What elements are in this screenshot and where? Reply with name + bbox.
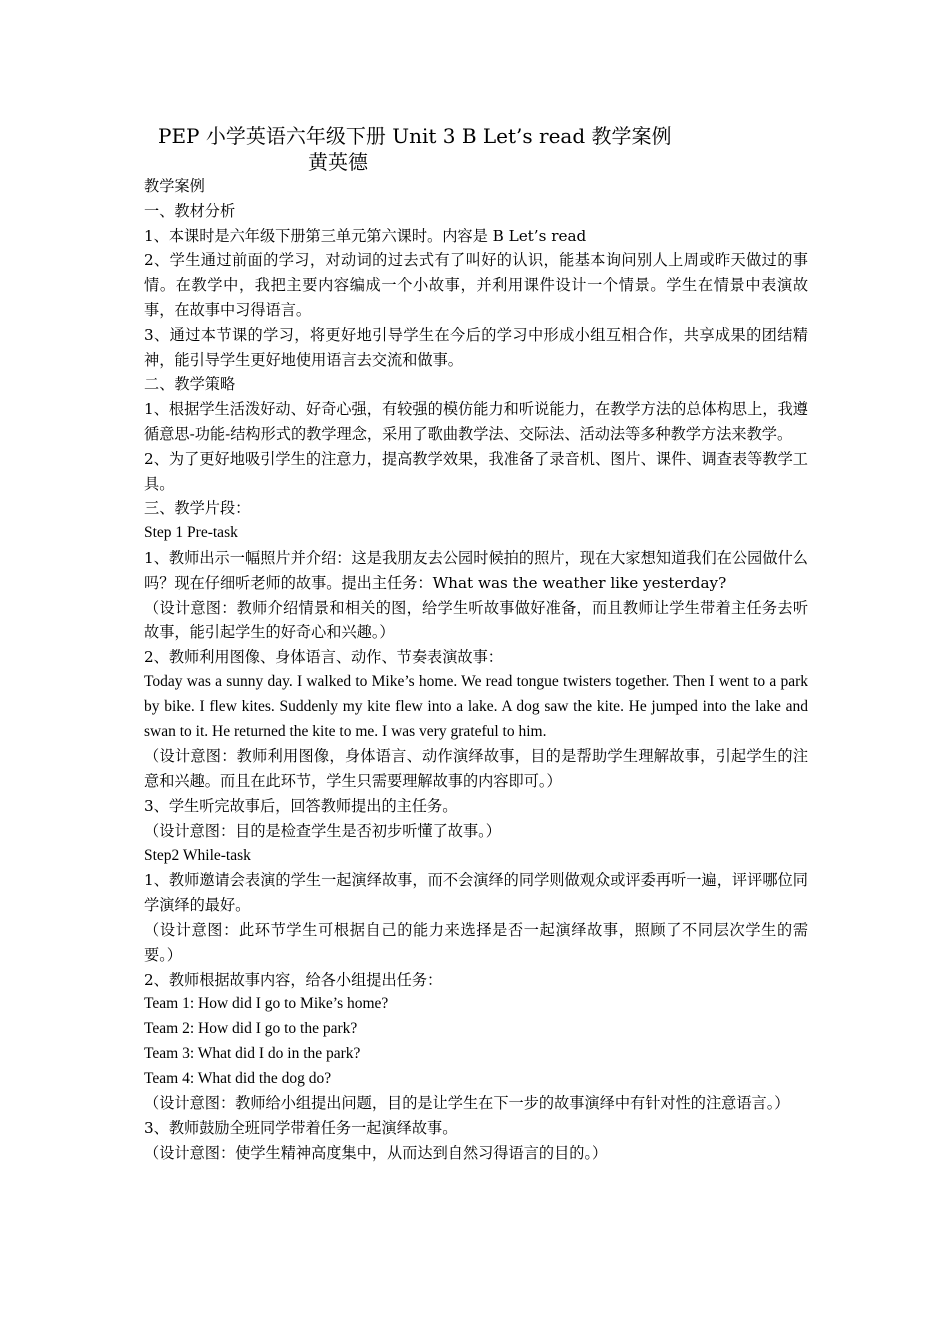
team-task: Team 4: What did the dog do?: [144, 1069, 332, 1087]
paragraph: 1、根据学生活泼好动、好奇心强，有较强的模仿能力和听说能力，在教学方法的总体构思上，我遵循意思-功能-结构形式的教学理念，采用了歌曲教学法、交际法、活动法等多种教学方法来教学。: [144, 400, 808, 443]
paragraph: 1、教师邀请会表演的学生一起演绎故事，而不会演绎的同学则做观众或评委再听一遍，评评哪位同学演绎的最好。: [144, 871, 808, 915]
section-label: 教学案例: [144, 177, 205, 195]
paragraph: 1、教师出示一幅照片并介绍：这是我朋友去公园时候拍的照片，现在大家想知道我们在公园做什么吗？现在仔细听老师的故事。提出主任务：What was the weather like yesterday?: [144, 548, 808, 592]
document-body: [144, 174, 808, 1166]
paragraph: 2、学生通过前面的学习，对动词的过去式有了叫好的认识，能基本询问别人上周或昨天做过的事情。在教学中，我把主要内容编成一个小故事，并利用课件设计一个情景。学生在情景中表演故事，在故事中习得语言。: [144, 251, 808, 319]
section-heading-strategy: 二、教学策略: [144, 375, 236, 394]
team-task: Team 3: What did I do in the park?: [144, 1044, 361, 1062]
paragraph: 1、本课时是六年级下册第三单元第六课时。内容是 B Let’s read: [144, 226, 587, 245]
paragraph: 2、教师根据故事内容，给各小组提出任务：: [144, 970, 443, 989]
step-heading-pre-task: Step 1 Pre-task: [144, 524, 238, 542]
design-note: （设计意图：教师利用图像，身体语言、动作演绎故事，目的是帮助学生理解故事，引起学生的注意和兴趣。而且在此环节，学生只需要理解故事的内容即可。）: [144, 747, 808, 791]
design-note: （设计意图：使学生精神高度集中，从而达到自然习得语言的目的。）: [144, 1144, 608, 1163]
team-task: Team 2: How did I go to the park?: [144, 1020, 358, 1038]
section-heading-fragments: 三、教学片段：: [144, 499, 251, 518]
design-note: （设计意图：教师给小组提出问题，目的是让学生在下一步的故事演绎中有针对性的注意语言。）: [144, 1094, 790, 1113]
paragraph: 2、为了更好地吸引学生的注意力，提高教学效果，我准备了录音机、图片、课件、调查表等教学工具。: [144, 449, 808, 493]
design-note: （设计意图：目的是检查学生是否初步听懂了故事。）: [144, 821, 501, 840]
step-heading-while-task: Step2 While-task: [144, 846, 251, 864]
design-note: （设计意图：此环节学生可根据自己的能力来选择是否一起演绎故事，照顾了不同层次学生的需要。）: [144, 920, 808, 964]
section-heading-materials: 一、教材分析: [144, 201, 236, 220]
document-title: PEP 小学英语六年级下册 Unit 3 B Let’s read 教学案例: [158, 124, 672, 148]
document-author: 黄英德: [308, 150, 368, 174]
paragraph: 3、通过本节课的学习，将更好地引导学生在今后的学习中形成小组互相合作，共享成果的团结精神，能引导学生更好地使用语言去交流和做事。: [144, 325, 808, 369]
paragraph: 3、教师鼓励全班同学带着任务一起演绎故事。: [144, 1119, 458, 1138]
team-task: Team 1: How did I go to Mike’s home?: [144, 995, 389, 1013]
paragraph: 2、教师利用图像、身体语言、动作、节奏表演故事：: [144, 648, 503, 667]
story-text: Today was a sunny day. I walked to Mike’s home. We read tongue twisters together. Then I went to a park by bike. I flew kites. Suddenly my kite flew into a lake. A dog saw the kite. He jumped into the lake and swan to it. He returned the kite to me. I was very grateful to him.: [144, 672, 808, 740]
design-note: （设计意图：教师介绍情景和相关的图，给学生听故事做好准备，而且教师让学生带着主任务去听故事，能引起学生的好奇心和兴趣。）: [144, 598, 808, 642]
paragraph: 3、学生听完故事后，回答教师提出的主任务。: [144, 796, 458, 815]
